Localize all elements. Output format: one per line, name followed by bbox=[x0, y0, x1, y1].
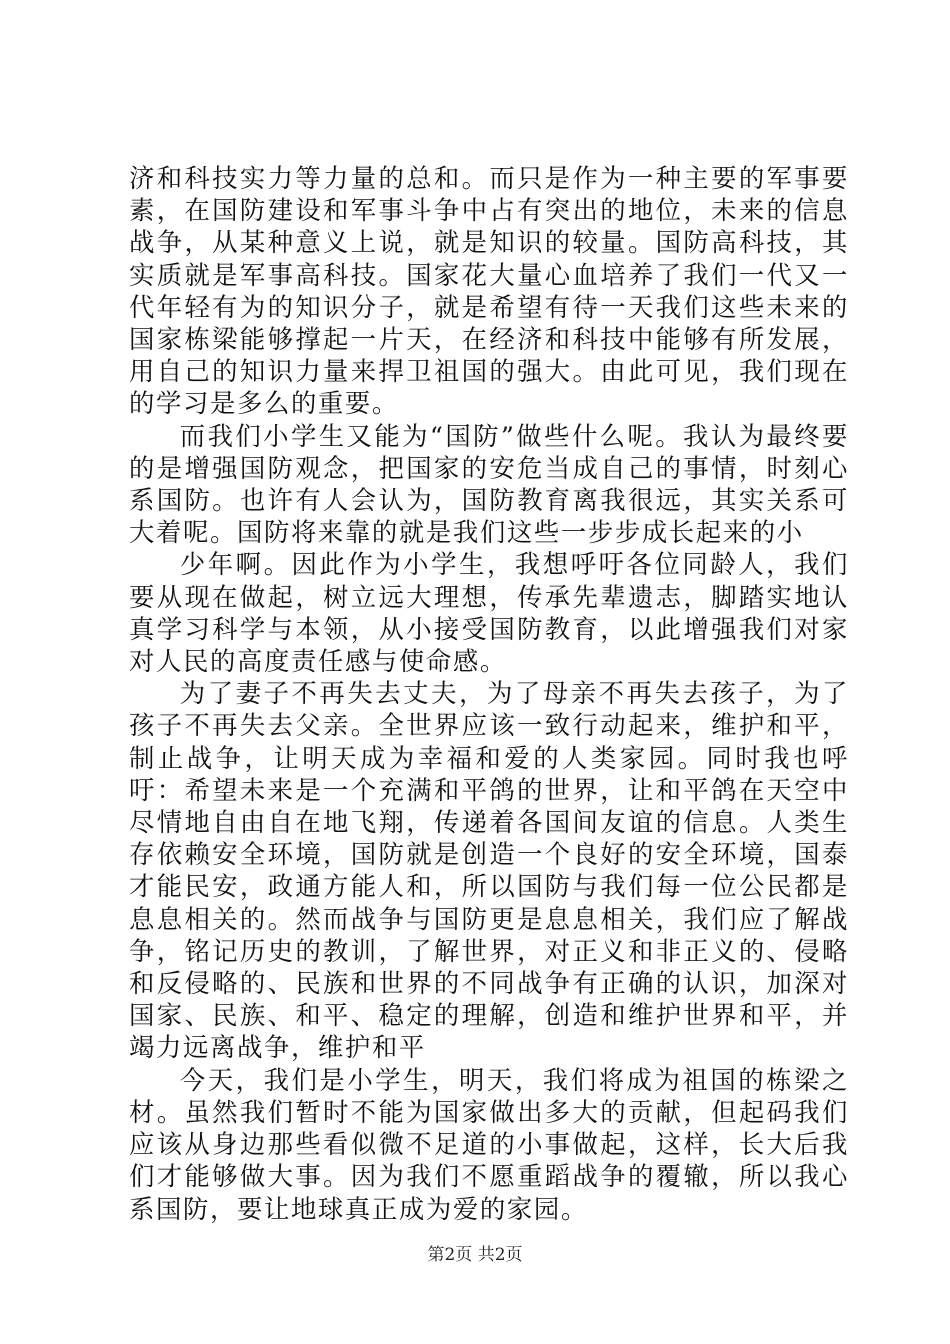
paragraph-3: 少年啊。因此作为小学生，我想呼吁各位同龄人，我们要从现在做起，树立远大理想，传承先辈遗志，脚踏实地认真学习科学与本领，从小接受国防教育，以此增强我们对家对人民的高度责任感与使命感。 bbox=[129, 549, 849, 677]
paragraph-1: 济和科技实力等力量的总和。而只是作为一种主要的军事要素，在国防建设和军事斗争中占有突出的地位，未来的信息战争，从某种意义上说，就是知识的较量。国防高科技，其实质就是军事高科技。国家花大量心血培养了我们一代又一代年轻有为的知识分子，就是希望有待一天我们这些未来的国家栋梁能够撑起一片天，在经济和科技中能够有所发展，用自己的知识力量来捍卫祖国的强大。由此可见，我们现在的学习是多么的重要。 bbox=[129, 163, 849, 419]
document-body bbox=[129, 162, 849, 1225]
paragraph-5: 今天，我们是小学生，明天，我们将成为祖国的栋梁之材。虽然我们暂时不能为国家做出多大的贡献，但起码我们应该从身边那些看似微不足道的小事做起，这样，长大后我们才能够做大事。因为我们不愿重蹈战争的覆辙，所以我心系国防，要让地球真正成为爱的家园。 bbox=[129, 1064, 849, 1224]
paragraph-4: 为了妻子不再失去丈夫，为了母亲不再失去孩子，为了孩子不再失去父亲。全世界应该一致行动起来，维护和平，制止战争，让明天成为幸福和爱的人类家园。同时我也呼吁：希望未来是一个充满和平鸽的世界，让和平鸽在天空中尽情地自由自在地飞翔，传递着各国间友谊的信息。人类生存依赖安全环境，国防就是创造一个良好的安全环境，国泰才能民安，政通方能人和，所以国防与我们每一位公民都是息息相关的。然而战争与国防更是息息相关，我们应了解战争，铭记历史的教训，了解世界，对正义和非正义的、侵略和反侵略的、民族和世界的不同战争有正确的认识，加深对国家、民族、和平、稳定的理解，创造和维护世界和平，并竭力远离战争，维护和平 bbox=[129, 678, 849, 1063]
page-footer: 第2页 共2页 bbox=[427, 1245, 523, 1265]
paragraph-2: 而我们小学生又能为“国防”做些什么呢。我认为最终要的是增强国防观念，把国家的安危当成自己的事情，时刻心系国防。也许有人会认为，国防教育离我很远，其实关系可大着呢。国防将来靠的就是我们这些一步步成长起来的小 bbox=[129, 420, 849, 548]
